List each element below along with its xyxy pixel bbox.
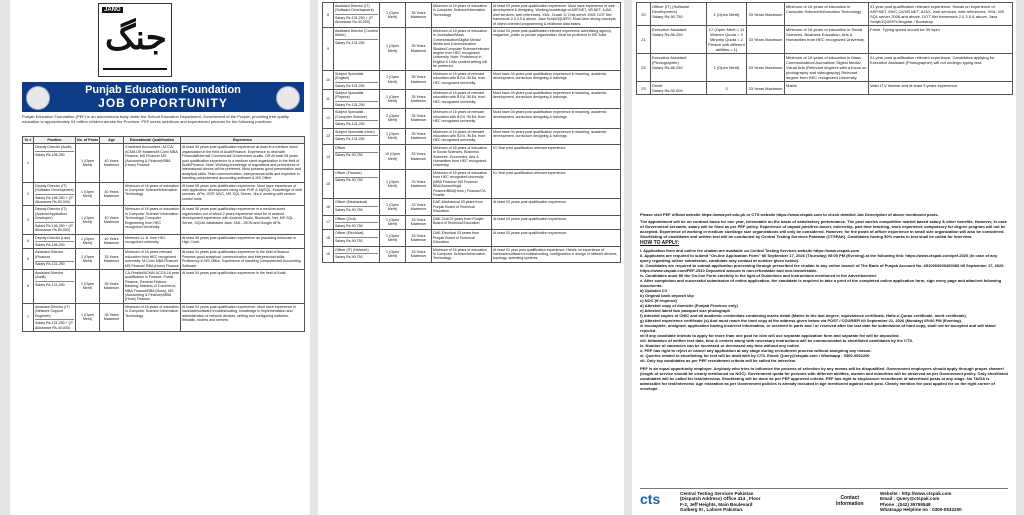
filler-line <box>335 39 378 40</box>
cell-experience: At least 04 years post qualification experience. Must have experience in hardware/software troubleshooting, knowledge in implementation and administration of network devices, setting and configuring switches, firewalls, routers and servers. <box>181 303 305 331</box>
address-line: Central Testing Services Pakistan <box>680 491 754 496</box>
table-body-2 <box>323 3 621 263</box>
position-title: Deputy Director (IT) (Android Application Developer) <box>35 207 67 221</box>
phone-number: Phone : (042) 35755548 <box>880 501 931 507</box>
cell-qualification: Minimum of 16 years of education in Computer Science/ Information Technology/ Computer Engineering from HEC recognized University. <box>124 206 181 234</box>
cell-experience: At least 05 years post qualification experience at least in a medium sized organization in the field of Audit/Finance. Experience to deal with Financial/Internal/ Commercial/ Government Audits. OR At least 08 years post qualification experience in a medium sized organization in the field of Audit/Finance. Note: Working knowledge of regulations and procedures of international donors will be preferred. Must possess good presentation and analytical skills. Team communication, interpersonal skills and expertise in handling computerized accounting software & MS Office. <box>181 144 305 182</box>
cell-posts: 1 (Open Merit) <box>76 234 100 249</box>
logo-rule <box>103 68 167 70</box>
cell-sr: 5 <box>23 249 34 270</box>
cell-experience: Must have 04 years post qualification experience in teaching, academic development, curriculum designing & trainings. <box>492 128 621 144</box>
table-row <box>323 230 621 246</box>
cell-posts: 1 (Open Merit) <box>707 3 747 26</box>
cell-sr: 9 <box>323 28 334 71</box>
cell-sr: 4 <box>23 234 34 249</box>
table-row <box>323 109 621 128</box>
cell-position <box>34 234 76 249</box>
apply-item: d) Attested copy of domicile (Punjab Province only) <box>640 303 738 308</box>
position-title: Driver <box>652 83 663 88</box>
cell-posts: 1 (Open Merit) <box>76 303 100 331</box>
cts-address <box>680 491 761 513</box>
cell-qualification: Minimum of 16 years of relevant education with B.Ed. /M.Ed. from HEC recognized university. <box>432 128 492 144</box>
position-salary: Salary Rs.131,250 + (IT Allowance Rs.40,000) <box>35 321 73 330</box>
table-row <box>23 144 305 182</box>
cell-posts: 1 (Open Merit) <box>76 270 100 304</box>
cell-qualification: Minimum of 16 years of education in Computer Science/ Information Technology <box>124 303 181 331</box>
newspaper-logo <box>98 3 172 77</box>
cell-position <box>334 109 380 128</box>
cell-experience: 01 year post qualification relevant experience. Hands on experience of ASP.NET, MVC,C#/VB.NET, AJAX, web services, web references, XML, MS SQL server 2008 and above, DOT Net framework 2.0,3.5 & above, Java Script/JQUERY/Angular / Bootstrap. <box>869 3 1013 26</box>
position-title: Officer (Civil) <box>335 216 356 221</box>
cell-age: 35 Years Maximum <box>406 70 432 89</box>
apply-item: iv. Candidates must fill the On-line Form carefully in the light of Guidelines and Instructions mentioned in the Advertisement. <box>640 273 877 278</box>
cell-position <box>334 144 380 169</box>
filler-line <box>335 177 378 178</box>
cell-posts: 1 (Open Merit) <box>380 246 406 262</box>
newspaper-logo-text: جنگ <box>105 18 167 58</box>
cell-posts: 1 (Open Merit) <box>380 70 406 89</box>
cell-sr: 6 <box>23 270 34 304</box>
cell-qualification: Minimum of 16 years of education in Computer Science/Information Technology <box>785 3 869 26</box>
cell-qualification: Minimum of 16 years of education in Computer Science/Information Technology <box>124 182 181 206</box>
header-qualification: Educational/ Qualification <box>124 137 181 144</box>
cell-sr: 21 <box>637 26 651 54</box>
cell-experience: Must have 04 years post qualification experience in teaching, academic development, curriculum designing & trainings. <box>492 109 621 128</box>
filler-line <box>335 120 378 121</box>
cell-sr: 15 <box>323 169 334 198</box>
table-row <box>23 270 305 304</box>
newspaper-badge: JANG <box>104 7 121 13</box>
table-body-3 <box>637 3 1013 95</box>
cell-qualification: Minimum of 16 years of relevant education with B.Ed. /M.Ed. from HEC recognized university. <box>432 109 492 128</box>
apply-item: v. After completion and successful submission of online application, the candidate is required to take a print of the completed online application form, sign every page and attached following documents: <box>640 278 1002 288</box>
cell-qualification: Minimum of 16 years of education in Social Sciences, Business Sciences, Economics, Arts & Humanities from HEC recognized University. <box>432 144 492 169</box>
website-link[interactable]: Website : http://www.ctspak.com <box>880 491 952 496</box>
contact-details <box>880 491 962 513</box>
position-salary: Salary Rs.131,250 <box>335 102 365 107</box>
cell-age: 40 Years Maximum <box>100 234 124 249</box>
address-line: (Dispatch Address) Office 414 , Floor <box>680 496 761 502</box>
position-title: Subject Specialist (Computer Science) <box>335 110 367 119</box>
position-salary: Salary Rs.90,750 <box>335 153 363 158</box>
cell-experience: At least 03 years post qualification experience. <box>492 230 621 246</box>
ad-panel-3 <box>632 0 1016 515</box>
position-title: Deputy Director (IT) (Software Development) <box>35 183 74 193</box>
cell-sr: 17 <box>323 215 334 230</box>
cell-posts: 1 (Open Merit) <box>380 28 406 71</box>
pef-banner <box>22 82 304 112</box>
position-salary: Salary Rs.196,250 <box>35 243 65 247</box>
position-title: Assistant Director (IT) (Software Development) <box>335 4 374 13</box>
filler-line <box>335 82 378 83</box>
apply-item: viii. Intimation of written test date, time & centers along with necessary instructions will be communicated to shortlisted candidates by the CTS. <box>640 338 914 343</box>
position-salary: Salary Rs.131,250 <box>335 122 365 127</box>
position-salary: Salary Rs.90,750 <box>335 224 363 229</box>
cell-qualification: Minimum of 16 years of education in Computer Science/Information Technology <box>432 3 492 28</box>
position-title: Officer (IT) (Software Development) <box>652 4 690 14</box>
cell-sr: 10 <box>323 70 334 89</box>
filler-line <box>335 237 378 238</box>
cell-experience: 01 Year post qualification relevant experience. <box>492 169 621 198</box>
cell-posts: 1 (Open Merit) <box>380 215 406 230</box>
table-row <box>323 28 621 71</box>
address-line: F-2, Jeff Heights, Main Boulevard <box>680 501 753 507</box>
cell-age: 35 Years Maximum <box>406 28 432 71</box>
contact-information-label <box>836 495 864 507</box>
cell-position <box>34 303 76 331</box>
cell-posts: 1 (Open Merit) <box>380 199 406 215</box>
cell-age: 35 Years Maximum <box>100 249 124 270</box>
how-to-apply-list <box>640 248 1008 363</box>
position-title: Executive Assistant (Photographer) <box>652 55 687 65</box>
cell-age: 35 Years Maximum <box>406 109 432 128</box>
position-title: Subject Specialist (English) <box>335 71 364 81</box>
position-salary: Salary Rs.131,250 <box>335 83 365 88</box>
cell-position <box>651 26 707 54</box>
table-row <box>23 234 305 249</box>
position-salary: Salary Rs.196,250 <box>35 152 65 157</box>
cell-sr: 3 <box>23 206 34 234</box>
position-salary: Salary Rs.86,250 <box>652 65 683 70</box>
cell-experience: Must have 04 years post qualification experience in teaching, academic development, curriculum designing & trainings. <box>492 90 621 109</box>
position-salary: Salary Rs.196,250 + (IT Allowance Rs.50,000) <box>35 195 73 204</box>
contact-label-line-2: Information <box>836 501 864 507</box>
cell-age: 33 Years Maximum <box>406 230 432 246</box>
cell-position <box>651 3 707 26</box>
position-title: Officer (Mechanical) <box>335 200 368 205</box>
cell-posts: 1 (Open Merit) <box>380 128 406 144</box>
cell-experience: 01 year post qualification relevant experience. Candidates applying for Executive Assistant (Photographer) will not undergo typing test. <box>869 54 1013 82</box>
cell-qualification: Matric <box>785 82 869 95</box>
filler-line <box>335 206 378 207</box>
cell-age: 40 Years Maximum <box>100 144 124 182</box>
cell-qualification: CA-Finalist/ACMA/ ACCA-16 year qualification in Finance, Public Finance, General Finance, Banking, Masters of Commerce, MBA Finance/BBA (Hons), MS (Accounting & Finance)/MBA (Hons) Finance <box>125 271 179 302</box>
table-row <box>23 303 305 331</box>
cell-age: 35 Years Maximum <box>406 90 432 109</box>
position-title: Assistant Director (Audit) <box>35 271 64 280</box>
filler-line <box>35 319 74 320</box>
table-row <box>323 128 621 144</box>
position-salary: Salary Rs.131,250 <box>335 137 365 142</box>
apply-item: xii. Only top candidates as per PEF recruitment criteria will be called for interview. <box>640 358 796 363</box>
cell-position <box>334 128 380 144</box>
cell-qualification: Chartered Accountant / ACCA/ ACMA OR Masters/M.Com/ MBA Finance, MS Finance/ MS (Accounting & Finance)/BBA (Hons) Finance <box>124 144 181 182</box>
position-salary: Salary Rs.131,250 + (IT Allowance Rs.40,000) <box>335 15 373 25</box>
intro-text: Punjab Education Foundation (PEF) is an autonomous body under the School Education Department, Government of the Punjab, providing free quality education to approximately 04 million children across the Province. PEF seeks ambitious and experienced persons for the following positions: <box>22 114 289 124</box>
table-row <box>323 199 621 215</box>
filler-line <box>35 222 74 223</box>
filler-line <box>35 241 74 242</box>
cell-posts: 2 (Open Merit) <box>76 249 100 270</box>
position-title: Officer (IT) (Network) <box>335 247 369 252</box>
cell-posts: 17 (Open Merit = 11 Women Quota = 3 Minority Quota = 2 Person with different abilities = 1) <box>708 27 745 52</box>
cell-sr: 11 <box>323 90 334 109</box>
cell-sr: 16 <box>323 199 334 215</box>
position-title: Assistant Director (Content Writer) <box>335 29 378 38</box>
cell-posts: 10 (Open Merit) <box>380 144 406 169</box>
header-age: Age <box>100 137 124 144</box>
ad-panel-2 <box>318 0 624 515</box>
table-row <box>323 70 621 89</box>
contract-notice: The appointment will be on contract basis for one year, extendable on the basis of satisfactory performance. The post carries competitive market based salary & other benefits. However, in case of Government servants, salary will be fixed as per PEF policy. Experience of unpaid jobs/free-lancer, internship, part time teaching, work experience compulsory for degree program will not be accepted. Experience of working in medium size/large size organizations will only be considered. However, for the posts of officer experience in small size organization will also be considered. Shortlisting of candidates and written test will be conducted by Central Testing Services Pakistan (CTSPAK). Candidates having 50% marks in test shall be called for interview. <box>640 219 1008 239</box>
apply-item: ii. Applicants are required to submit "On-line Application Form" till September 17, 2026 (Thursday) 05:00 PM (Evening) at the following link: https://www.ctspak.com/pef-2026 (In case of any query regarding online submission, candidate may contact at number given below). <box>640 253 998 263</box>
equal-opportunity-notice: PEF is an equal opportunity employer. Anybody who tries to influence the process of selection by any means will be disqualified. Government employees should apply through proper channel (length of service should be clearly mentioned on NOC). Government quota for persons with different abilities, women and minorities will be observed as per Government policy. Only shortlisted candidates will be called for test/interview. Shortlisting will be done as per PEF approved criteria. PEF has right to stop/cancel recruitment of advertised posts at any stage. No TA/DA is admissible for test/interview. Age relaxation as per Government policies is already included in age mentioned against each post. Clearly mention the post applied for on the right corner of envelope. <box>640 366 1008 391</box>
position-salary: Salary Rs.131,250 <box>35 262 65 267</box>
cell-qualification: Minimum of 16 years of education in Journalism/Mass Communication/Digital Media/ Media and Communication Studies/Computer Science/relevant degree from HEC recognized University. Note: Proficiency in English & Urdu content writing will be preferred. <box>432 28 492 71</box>
cts-logo <box>640 491 660 507</box>
address-line: Gulberg III , Lahore Pakistan. <box>680 507 744 513</box>
cell-age: 33 Years Maximum <box>406 144 432 169</box>
cell-position <box>334 199 380 215</box>
position-salary: Salary Rs.131,250 <box>35 282 65 287</box>
position-salary: Salary Rs.90,750 <box>335 255 363 260</box>
cell-age: 40 Years Maximum <box>100 182 124 206</box>
position-salary: Salary Rs.90,750 <box>335 238 363 243</box>
cell-posts: 3 <box>707 82 747 95</box>
apply-item: f) Attested copies of CNIC and all academic credentials containing marks detail (Matric to the last degree, equivalence certificate, Hafiz-e-Quran certificate, merit certificate). <box>640 313 967 318</box>
apply-item: ix. Number of vacancies can be increased or decreased any time without any notice. <box>640 343 801 348</box>
email-link[interactable]: Email : Query@ctspak.com <box>880 496 940 502</box>
position-salary: Salary Rs.90,750 <box>335 207 363 212</box>
filler-line <box>35 151 74 152</box>
cell-position <box>34 249 76 270</box>
cell-qualification: Minimum of 16 years of education in Mass Communication/Journalism/ Digital Media/ Visual Arts (Relevant degrees with a focus on photography and videography) Relevant degree from HEC recognized University. <box>785 54 869 82</box>
jobs-table-3 <box>636 2 1013 95</box>
table-row <box>323 215 621 230</box>
apply-item: xi. Queries related to shortlisting for test will be dealt with by CTS. Email: Query@ctspak.com / Whatsapp : 0300-0532200 <box>640 353 870 358</box>
cell-qualification: Minimum of 16 years of relevant education with B.Ed. /M.Ed. from HEC recognized university. <box>432 70 492 89</box>
apply-item: g) Attested experience certificate (s) And must reach the hard copy at the address given below via POST / COURIER till September 21, 2026 (Monday) 05:00 PM (Evening). <box>640 318 963 323</box>
position-salary: Salary Rs.90,750 <box>335 178 363 183</box>
cell-position <box>334 70 380 89</box>
cell-qualification: Minimum of 16 years of relevant education with B.Ed. /M.Ed. from HEC recognized university. <box>432 90 492 109</box>
cell-sr: 7 <box>23 303 34 331</box>
filler-line <box>335 135 378 136</box>
filler-line <box>335 14 378 15</box>
apply-item: b) Original bank deposit slip <box>640 293 694 298</box>
table-row <box>637 54 1013 82</box>
cell-sr: 20 <box>637 3 651 26</box>
cell-posts: 2 (Open Merit) <box>380 109 406 128</box>
cell-experience: At least 04 years post qualification experience in the field of finance. Possess good analytical, communication and interpersonal skills. Proficiency in MS Office. Experience of handling Computerized Accounting Software. <box>181 249 305 270</box>
table-row <box>323 246 621 262</box>
cell-sr: 22 <box>637 54 651 82</box>
cell-position <box>334 28 380 71</box>
table-body-1 <box>23 144 305 332</box>
position-salary: Salary Rs.86,250 <box>652 32 683 37</box>
pef-logo-icon <box>276 86 300 110</box>
apply-item: vii If any candidate intends to apply for more than one post he /she will use separate application form and separate fee will be deposited. <box>640 333 900 338</box>
whatsapp-number: Whatsapp Helpline no : 0300-0532200 <box>880 507 962 513</box>
cell-experience: Fresh. Typing speed should be 35 wpm <box>869 26 1013 54</box>
position-title: Deputy Director (Law) <box>35 235 70 240</box>
cell-age: 40 Years Maximum <box>100 206 124 234</box>
header-experience: Experience <box>181 137 305 144</box>
filler-line <box>35 261 74 262</box>
position-salary: Salary Rs.196,250 + (IT Allowance Rs.50,000) <box>35 223 73 233</box>
jobs-table-1 <box>22 136 305 332</box>
cell-sr: 1 <box>23 144 34 182</box>
cell-age: 33 Years Maximum <box>747 54 785 82</box>
jobs-table-2 <box>322 2 621 263</box>
position-title: Officer (Electrical) <box>335 231 364 236</box>
position-title: Executive Assistant <box>652 27 687 32</box>
apply-item: e) Attested latest two passport size photograph <box>640 308 731 313</box>
table-header-row <box>23 137 305 144</box>
cell-age: 33 Years Maximum <box>747 82 785 95</box>
cell-age: 33 Years Maximum <box>406 215 432 230</box>
cell-posts: 1 (Open Merit) <box>76 182 100 206</box>
cell-experience: At least 03 years post qualification experience. <box>492 215 621 230</box>
cell-experience: Must have 04 years post qualification experience in teaching, academic development, curriculum designing & trainings. <box>492 70 621 89</box>
position-salary: Salary Rs.50,000 <box>652 88 683 93</box>
table-row <box>23 249 305 270</box>
cell-posts: 1 (Open Merit) <box>380 169 406 198</box>
table-row <box>323 144 621 169</box>
page-title: JOB OPPORTUNITY <box>98 96 228 110</box>
cell-experience: Valid LTV license and at least 3 years experience. <box>869 82 1013 95</box>
cell-age: 33 Years Maximum <box>747 26 785 54</box>
cell-position <box>651 54 707 82</box>
cell-posts: 1 (Open Merit) <box>380 230 406 246</box>
cell-qualification: DAE-Electrical 03 years from Punjab Board of Technical Education <box>432 230 492 246</box>
position-title: Assistant Director (IT) (Network Support Engineer) <box>35 304 70 318</box>
header-sr: Sr # <box>23 137 34 144</box>
apply-item: i. Application form and online fee challan are available on Central Testing Services website https://www.ctspak.com <box>640 248 860 253</box>
filler-line <box>335 222 378 223</box>
cell-qualification: DAE-Civil 03 years from Punjab Board of Technical Education <box>432 215 492 230</box>
cell-sr: 14 <box>323 144 334 169</box>
org-name: Punjab Education Foundation <box>85 84 241 96</box>
filler-line <box>35 194 74 195</box>
cell-posts: 1 (Open Merit) <box>380 3 406 28</box>
cell-experience: At least 08 years post qualification experience in a medium sized organization out of which 2 years experience must be of android development experience with Android Studio, Bluetooth, Net, MS SQL Server, SQLite databases Java, XML, JSON and Google APIs. <box>181 206 305 234</box>
cell-position <box>334 215 380 230</box>
cell-sr: 2 <box>23 182 34 206</box>
table-row <box>323 169 621 198</box>
cell-position <box>334 90 380 109</box>
how-to-apply-heading: HOW TO APPLY: <box>640 240 680 246</box>
cell-position <box>334 230 380 246</box>
cell-qualification: Minimum of 16 years of education in Computer Science/Information Technology <box>432 246 492 262</box>
cell-age: 33 Years Maximum <box>406 169 432 198</box>
position-title: Subject Specialist (Urdu) <box>335 129 375 134</box>
position-title: Assistant Director (Finance) <box>35 250 64 259</box>
cell-sr: 18 <box>323 230 334 246</box>
cell-posts: 1 (Open Merit) <box>76 206 100 234</box>
cell-sr: 19 <box>323 246 334 262</box>
table-row <box>23 206 305 234</box>
cell-qualification: Minimum of 16 years relevant education from HEC recognized university: M.Com/ MBA Finance/ MS Finance/ BBA (Hons) Finance <box>125 250 179 268</box>
cell-age: 35 Years Maximum <box>406 128 432 144</box>
apply-item: a) Updated CV <box>640 288 668 293</box>
cell-qualification: Minimum of 16 years of education in Social Sciences, Business Education, Arts & Humanities from HEC recognized University. <box>785 26 869 54</box>
cell-position <box>34 206 76 234</box>
header-posts: No. of Posts <box>77 138 98 142</box>
apply-item: vi Incomplete, unsigned, application having incorrect information, or received in parts and / or received after the last date for submission of hard copy, shall not be accepted and will stand rejected. <box>640 323 996 333</box>
position-salary: Salary Rs.90,750 <box>652 14 683 19</box>
position-salary: Salary Rs.131,250 <box>335 40 365 45</box>
apply-item: c) NOC (if required) <box>640 298 677 303</box>
cell-age: 35 Years Maximum <box>406 3 432 28</box>
cell-age: 35 Years Maximum <box>100 303 124 331</box>
cell-age: 33 Years Maximum <box>406 246 432 262</box>
apply-item: x. PEF has right to reject or cancel any application at any stage during recruitment process without assigning any reason. <box>640 348 872 353</box>
cell-position <box>334 3 380 28</box>
filler-line <box>335 253 378 254</box>
cell-sr: 23 <box>637 82 651 95</box>
cell-position <box>34 144 76 182</box>
cell-position <box>34 182 76 206</box>
cell-age: 35 Years Maximum <box>100 270 124 304</box>
contact-label-line-1: Contact <box>840 495 860 501</box>
table-row <box>637 82 1013 95</box>
cts-logo-text: cts <box>640 491 661 507</box>
cell-age: 33 Years Maximum <box>747 3 785 26</box>
cell-qualification: DAE-Mechanical 03 years from Punjab Board of Technical Education <box>432 199 492 215</box>
apply-item: iii. Candidates are required to submit application processing through prescribed fee challan in any online branch of The Bank of Punjab Account No. 6510003000400083 till September 17, 2026. https://www.ctspak.com/PEF-2510 Deposited amount is non-refundable and non-transferable. <box>640 263 1005 273</box>
cts-footer <box>640 488 1008 513</box>
position-title: Officer (Finance) <box>335 170 362 175</box>
cell-experience: At least 01 year post qualification experience. Hands on experience of hardware/software troubleshooting, configuration & design of network devices, topology, operating systems. <box>492 246 621 262</box>
cell-experience: At least 04 years post qualification relevant experience advertising agency, magazine, public or private organization. Must be proficient in MS Suite. <box>492 28 621 71</box>
punjab-emblem-icon <box>26 86 50 110</box>
cell-sr: 8 <box>323 3 334 28</box>
cell-position <box>651 82 707 95</box>
cell-experience: At least 08 years post qualification experience. Must have experience of web application development using core PHP & MySQL. Knowledge of web services, APIs, OOP, MVC, MS SQL Server, Jira & working with version control tools. <box>181 182 305 206</box>
cell-posts: 1 (Open Merit) <box>707 54 747 82</box>
table-row <box>23 182 305 206</box>
position-title: Officer <box>335 145 346 150</box>
table-row <box>323 90 621 109</box>
cell-age: 33 Years Maximum <box>406 199 432 215</box>
cell-position <box>34 270 76 304</box>
table-row <box>637 26 1013 54</box>
filler-line <box>335 152 378 153</box>
position-title: Deputy Director (Audit) <box>35 145 72 150</box>
table-row <box>637 3 1013 26</box>
filler-line <box>35 281 74 282</box>
cell-posts: 1 (Open Merit) <box>76 144 100 182</box>
cell-posts: 1 (Open Merit) <box>380 90 406 109</box>
cell-experience: At least 04 years post qualification experience in the field of Audit. <box>181 270 305 304</box>
visit-website-notice: Please visit PEF official website https://www.pef.edu.pk or CTS website https://www.ctspak.com to check detailed Job Description of above mentioned posts. <box>640 212 939 217</box>
cell-position <box>334 169 380 198</box>
cell-qualification: Minimum of 16 years of education from HEC recognized university (MBA Finance/ MS Finance/ BBA/Accounting& Finance/BBA(Hons.) Finance/CA Finalist <box>432 169 492 198</box>
cell-experience: At least 03 years post qualification experience. <box>492 199 621 215</box>
cell-experience: At least 04 years post qualification experience. Must have experience of web development & designing. Working knowledge of ASP.NET, VB.NET, AJAX, web services, web references, XML, Oracle 11 Crist server 2005, DOT Net framework 2.0,3.5 & above. Java Script/JQUERY. Must have strong concepts of object oriented programming & relational data bases. <box>492 3 621 28</box>
position-title: Subject Specialist (Physics) <box>335 91 364 100</box>
notices <box>640 212 1008 393</box>
cell-sr: 12 <box>323 109 334 128</box>
cell-position <box>334 246 380 262</box>
ad-panel-1 <box>10 0 310 515</box>
filler-line <box>335 101 378 102</box>
cell-sr: 13 <box>323 128 334 144</box>
header-position: Position <box>34 137 76 144</box>
table-row <box>323 3 621 28</box>
cell-qualification: Minimum LL.B. from HEC recognized university <box>124 234 181 249</box>
cell-experience: 01 Year post qualification relevant experience. <box>492 144 621 169</box>
cell-experience: At least 08 years post qualification experience as practicing Advocate in High Court. <box>181 234 305 249</box>
